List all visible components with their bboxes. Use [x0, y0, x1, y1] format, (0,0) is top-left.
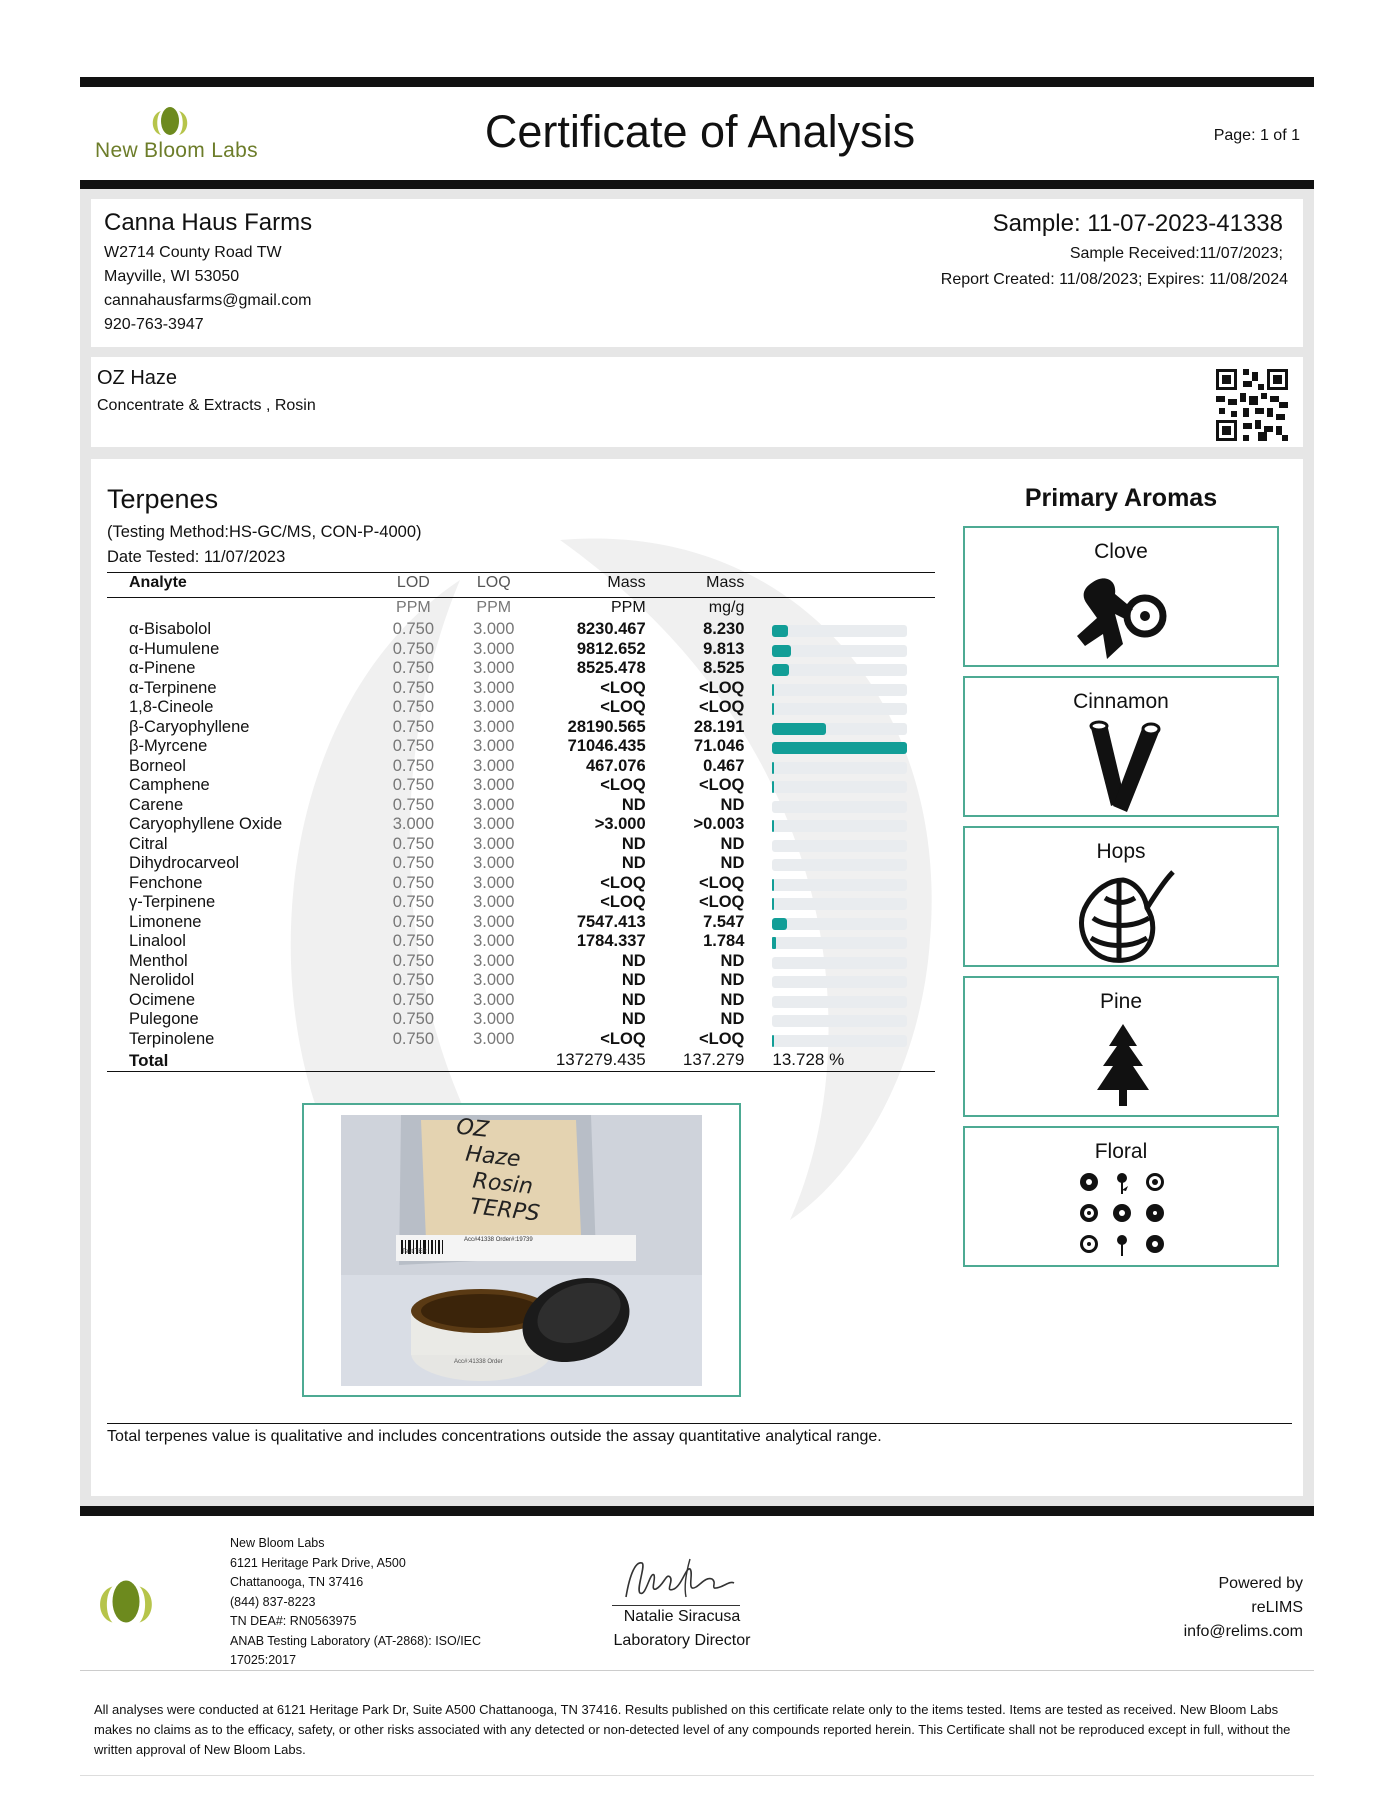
qr-code-icon — [1216, 369, 1288, 441]
photo-jar-text: Acc#:41338 Order — [454, 1359, 503, 1365]
product-card — [91, 357, 1303, 447]
table-row — [107, 776, 935, 796]
total-ppm: 137279.435 — [555, 1050, 646, 1069]
lod-value: 0.750 — [392, 639, 435, 658]
bar-cell — [744, 893, 935, 913]
table-row — [107, 952, 935, 972]
note-rule — [107, 1423, 1292, 1424]
lod-value: 0.750 — [392, 893, 435, 911]
mass-mg-value: 9.813 — [703, 639, 745, 658]
signer-name: Natalie Siracusa — [623, 1608, 741, 1625]
mass-ppm-value: <LOQ — [600, 678, 646, 697]
concentration-bar-track — [772, 937, 907, 949]
col-header-mass-ppm: Mass — [607, 574, 646, 592]
mass-ppm-value: <LOQ — [600, 698, 646, 716]
concentration-bar — [772, 898, 774, 910]
table-row — [107, 1030, 935, 1050]
concentration-bar — [772, 762, 774, 774]
bar-cell — [744, 1030, 935, 1050]
footer-lab-line: ANAB Testing Laboratory (AT-2868): ISO/IEC — [230, 1633, 482, 1648]
concentration-bar — [772, 645, 791, 657]
mass-ppm-value: 8230.467 — [576, 620, 646, 638]
unit-lod: PPM — [396, 599, 431, 617]
bar-cell — [744, 796, 935, 816]
testing-method: (Testing Method:HS-GC/MS, CON-P-4000) — [107, 523, 422, 541]
mass-ppm-value: 28190.565 — [567, 717, 646, 736]
concentration-bar-track — [772, 762, 907, 774]
mass-ppm-value: <LOQ — [600, 893, 646, 911]
client-card — [91, 199, 1303, 347]
pine-icon — [1093, 1022, 1153, 1112]
loq-value: 3.000 — [473, 932, 515, 950]
table-row — [107, 835, 935, 855]
mass-mg-value: 0.467 — [703, 756, 745, 775]
top-rule — [80, 77, 1314, 87]
loq-value: 3.000 — [473, 912, 515, 931]
photo-sticker-test: Test:TER — [402, 1249, 427, 1255]
analyte-name: Ocimene — [129, 990, 196, 1009]
photo-handwritten-label — [447, 1114, 549, 1227]
total-rule-row — [107, 1071, 935, 1074]
total-percent: 13.728 % — [772, 1050, 845, 1069]
mass-mg-value: <LOQ — [698, 776, 745, 794]
concentration-bar-track — [772, 840, 907, 852]
disclaimer-rule — [80, 1670, 1314, 1671]
unit-mass-ppm: PPM — [610, 599, 646, 617]
footer-lab-line: New Bloom Labs — [230, 1536, 325, 1550]
client-address-line: W2714 County Road TW — [104, 244, 282, 261]
bar-cell — [744, 698, 935, 718]
client-phone: 920-763-3947 — [104, 316, 204, 333]
concentration-bar-track — [772, 703, 907, 715]
concentration-bar — [772, 879, 774, 891]
bar-cell — [744, 991, 935, 1011]
bottom-rule — [80, 1775, 1314, 1776]
terpenes-table — [107, 570, 935, 1074]
lab-logo-icon — [148, 106, 192, 138]
concentration-bar — [772, 703, 774, 715]
table-row — [107, 659, 935, 679]
aroma-cinnamon — [963, 676, 1279, 817]
signature-image — [620, 1553, 740, 1605]
mass-mg-value: <LOQ — [698, 1029, 745, 1048]
lod-value: 0.750 — [392, 854, 435, 872]
concentration-bar-track — [772, 1035, 907, 1047]
table-row — [107, 679, 935, 699]
lod-value: 0.750 — [392, 756, 435, 775]
mass-mg-value: <LOQ — [698, 873, 745, 892]
photo-label-line: TERPS — [468, 1194, 541, 1227]
mass-mg-value: 71.046 — [693, 737, 745, 755]
aroma-pine — [963, 976, 1279, 1117]
mass-ppm-value: 9812.652 — [576, 639, 646, 658]
mass-mg-value: <LOQ — [698, 678, 745, 697]
footer-lab-line: TN DEA#: RN0563975 — [230, 1614, 357, 1628]
concentration-bar — [772, 781, 774, 793]
concentration-bar-track — [772, 918, 907, 930]
table-row — [107, 1010, 935, 1030]
powered-by-line: Powered by — [1218, 1575, 1303, 1592]
bar-cell — [744, 854, 935, 874]
analyte-name: α-Bisabolol — [129, 620, 211, 638]
mass-mg-value: ND — [720, 1010, 745, 1028]
bar-cell — [744, 757, 935, 777]
product-name: OZ Haze — [97, 367, 178, 389]
mass-mg-value: ND — [720, 971, 745, 989]
mass-ppm-value: >3.000 — [594, 815, 646, 833]
mass-ppm-value: ND — [621, 795, 646, 814]
loq-value: 3.000 — [473, 971, 515, 989]
bar-cell — [744, 815, 935, 835]
footer-lab-line: Chattanooga, TN 37416 — [230, 1575, 364, 1589]
photo-sticker-text: Acc#41338 Order#:19739 — [464, 1237, 533, 1243]
loq-value: 3.000 — [473, 795, 515, 814]
analyte-name: Limonene — [129, 912, 202, 931]
lod-value: 0.750 — [392, 620, 435, 638]
header-rule — [80, 180, 1314, 189]
loq-value: 3.000 — [473, 951, 515, 970]
concentration-bar — [772, 937, 775, 949]
col-header-lod: LOD — [396, 574, 430, 592]
lod-value: 0.750 — [392, 1029, 435, 1048]
table-header-row — [107, 570, 935, 596]
concentration-bar-track — [772, 976, 907, 988]
photo-label-line: Haze — [464, 1141, 522, 1173]
concentration-bar-track — [772, 1015, 907, 1027]
bar-cell — [744, 874, 935, 894]
units-bar — [744, 596, 935, 620]
analyte-name: Linalool — [129, 932, 186, 950]
loq-value: 3.000 — [473, 815, 515, 833]
page-title: Certificate of Analysis — [484, 106, 916, 157]
floral-icon — [1077, 1170, 1169, 1260]
analyte-name: Borneol — [129, 756, 186, 775]
bar-cell — [744, 718, 935, 738]
table-row — [107, 854, 935, 874]
bar-cell — [744, 913, 935, 933]
loq-value: 3.000 — [473, 873, 515, 892]
mass-mg-value: ND — [720, 854, 745, 872]
bar-cell — [744, 640, 935, 660]
footer-lab-line: (844) 837-8223 — [230, 1594, 316, 1609]
terpenes-title: Terpenes — [107, 484, 219, 514]
total-lod — [378, 1049, 448, 1071]
analyte-name: Menthol — [129, 951, 188, 970]
mass-mg-value: ND — [720, 951, 745, 970]
aroma-label: Floral — [1094, 1140, 1148, 1163]
loq-value: 3.000 — [473, 756, 515, 775]
date-tested: Date Tested: 11/07/2023 — [107, 548, 286, 566]
concentration-bar-track — [772, 859, 907, 871]
bar-cell — [744, 776, 935, 796]
loq-value: 3.000 — [473, 1029, 515, 1048]
analyte-name: β-Caryophyllene — [129, 717, 250, 736]
table-row — [107, 815, 935, 835]
product-category: Concentrate & Extracts , Rosin — [97, 397, 316, 414]
concentration-bar-track — [772, 723, 907, 735]
footer-rule — [80, 1506, 1314, 1516]
analyte-name: Caryophyllene Oxide — [129, 815, 283, 833]
loq-value: 3.000 — [473, 620, 515, 638]
mass-mg-value: 8.230 — [703, 620, 745, 638]
sample-id: Sample: 11-07-2023-41338 — [992, 210, 1283, 237]
analyte-name: 1,8-Cineole — [129, 698, 214, 716]
client-name: Canna Haus Farms — [104, 209, 313, 236]
total-label: Total — [129, 1051, 169, 1070]
mass-ppm-value: <LOQ — [600, 776, 646, 794]
table-row — [107, 698, 935, 718]
aroma-clove — [963, 526, 1279, 667]
page-number: Page: 1 of 1 — [1213, 127, 1300, 144]
mass-ppm-value: <LOQ — [600, 873, 646, 892]
lod-value: 0.750 — [392, 678, 435, 697]
loq-value: 3.000 — [473, 678, 515, 697]
photo-label-line: Rosin — [471, 1168, 535, 1200]
lod-value: 0.750 — [392, 873, 435, 892]
concentration-bar-track — [772, 742, 907, 754]
loq-value: 3.000 — [473, 990, 515, 1009]
mass-ppm-value: 71046.435 — [567, 737, 646, 755]
loq-value: 3.000 — [473, 854, 515, 872]
total-mg: 137.279 — [682, 1050, 745, 1069]
mass-mg-value: 1.784 — [703, 932, 745, 950]
aroma-hops — [963, 826, 1279, 967]
mass-ppm-value: ND — [621, 1010, 646, 1028]
lod-value: 0.750 — [392, 698, 435, 716]
lod-value: 0.750 — [392, 951, 435, 970]
powered-by — [1184, 1572, 1303, 1644]
lod-value: 0.750 — [392, 932, 435, 950]
loq-value: 3.000 — [473, 893, 515, 911]
mass-ppm-value: 8525.478 — [576, 659, 646, 677]
mass-mg-value: ND — [720, 990, 745, 1009]
concentration-bar-track — [772, 664, 907, 676]
table-units-row — [107, 596, 935, 620]
units-analyte — [107, 596, 378, 620]
powered-by-line: reLIMS — [1251, 1599, 1303, 1616]
lod-value: 0.750 — [392, 1010, 435, 1028]
table-row — [107, 893, 935, 913]
concentration-bar — [772, 723, 826, 735]
mass-mg-value: <LOQ — [698, 893, 745, 911]
client-email: cannahausfarms@gmail.com — [104, 292, 312, 309]
terpenes-table-body — [107, 620, 935, 1074]
analyte-name: Nerolidol — [129, 971, 195, 989]
lod-value: 0.750 — [392, 717, 435, 736]
loq-value: 3.000 — [473, 639, 515, 658]
mass-mg-value: ND — [720, 795, 745, 814]
table-row — [107, 640, 935, 660]
aroma-label: Cinnamon — [1073, 690, 1169, 713]
concentration-bar — [772, 820, 774, 832]
analyte-name: β-Myrcene — [129, 737, 208, 755]
lod-value: 0.750 — [392, 795, 435, 814]
mass-ppm-value: ND — [621, 834, 646, 853]
footer-lab-line: 17025:2017 — [230, 1653, 297, 1667]
concentration-bar — [772, 684, 774, 696]
powered-by-line: info@relims.com — [1183, 1623, 1303, 1640]
loq-value: 3.000 — [473, 659, 515, 677]
bar-cell — [744, 952, 935, 972]
concentration-bar — [772, 742, 907, 754]
lod-value: 3.000 — [392, 815, 435, 833]
bar-cell — [744, 737, 935, 757]
bar-cell — [744, 679, 935, 699]
table-row — [107, 991, 935, 1011]
concentration-bar-track — [772, 801, 907, 813]
lod-value: 0.750 — [392, 737, 435, 755]
analyte-name: Camphene — [129, 776, 210, 794]
lod-value: 0.750 — [392, 912, 435, 931]
concentration-bar-track — [772, 996, 907, 1008]
terpenes-note: Total terpenes value is qualitative and includes concentrations outside the assay quantitative analytical range. — [107, 1428, 882, 1445]
mass-ppm-value: 1784.337 — [576, 932, 646, 950]
analyte-name: Fenchone — [129, 873, 203, 892]
bar-cell — [744, 620, 935, 640]
table-row — [107, 757, 935, 777]
footer-lab-info — [230, 1534, 481, 1671]
concentration-bar-track — [772, 684, 907, 696]
lod-value: 0.750 — [392, 776, 435, 794]
concentration-bar — [772, 1035, 774, 1047]
signer-title: Laboratory Director — [613, 1632, 751, 1649]
table-row — [107, 913, 935, 933]
concentration-bar — [772, 664, 788, 676]
col-header-loq: LOQ — [476, 574, 511, 592]
concentration-bar-track — [772, 820, 907, 832]
table-row — [107, 737, 935, 757]
mass-mg-value: 7.547 — [703, 912, 745, 931]
table-row — [107, 932, 935, 952]
concentration-bar-track — [772, 879, 907, 891]
mass-ppm-value: <LOQ — [600, 1029, 646, 1048]
loq-value: 3.000 — [473, 737, 515, 755]
lab-name: New Bloom Labs — [95, 139, 258, 162]
table-row — [107, 620, 935, 640]
mass-ppm-value: ND — [621, 854, 646, 872]
loq-value: 3.000 — [473, 776, 515, 794]
loq-value: 3.000 — [473, 1010, 515, 1028]
bar-cell — [744, 971, 935, 991]
bar-cell — [744, 932, 935, 952]
mass-mg-value: 28.191 — [693, 717, 745, 736]
concentration-bar-track — [772, 957, 907, 969]
analyte-name: Terpinolene — [129, 1029, 215, 1048]
mass-mg-value: ND — [720, 834, 745, 853]
analyte-name: α-Humulene — [129, 639, 220, 658]
analyte-name: γ-Terpinene — [129, 893, 216, 911]
footer-lab-line: 6121 Heritage Park Drive, A500 — [230, 1555, 406, 1570]
mass-ppm-value: ND — [621, 971, 646, 989]
concentration-bar-track — [772, 781, 907, 793]
aroma-floral — [963, 1126, 1279, 1267]
table-row — [107, 796, 935, 816]
mass-mg-value: <LOQ — [698, 698, 745, 716]
table-row — [107, 971, 935, 991]
lod-value: 0.750 — [392, 990, 435, 1009]
client-address — [104, 241, 311, 337]
mass-mg-value: >0.003 — [693, 815, 745, 833]
hops-icon — [1075, 868, 1175, 966]
concentration-bar-track — [772, 625, 907, 637]
concentration-bar-track — [772, 898, 907, 910]
analyte-name: Carene — [129, 795, 184, 814]
mass-ppm-value: 467.076 — [586, 756, 646, 775]
concentration-bar — [772, 625, 788, 637]
bar-cell — [744, 835, 935, 855]
aroma-label: Clove — [1094, 540, 1148, 563]
bar-cell — [744, 1010, 935, 1030]
col-header-bar — [744, 570, 935, 596]
bar-cell — [744, 659, 935, 679]
unit-mass-mg: mg/g — [708, 599, 745, 617]
clove-icon — [1075, 574, 1175, 664]
loq-value: 3.000 — [473, 834, 515, 853]
total-row — [107, 1049, 935, 1071]
analyte-name: Pulegone — [129, 1010, 199, 1028]
cinnamon-icon — [1085, 720, 1165, 816]
aromas-title: Primary Aromas — [1024, 484, 1218, 512]
lod-value: 0.750 — [392, 971, 435, 989]
report-dates: Report Created: 11/08/2023; Expires: 11/08/2024 — [940, 271, 1288, 288]
concentration-bar-track — [772, 645, 907, 657]
mass-mg-value: 8.525 — [703, 659, 745, 677]
table-row — [107, 874, 935, 894]
loq-value: 3.000 — [473, 717, 515, 736]
lod-value: 0.750 — [392, 659, 435, 677]
sample-received: Sample Received:11/07/2023; — [1069, 245, 1283, 262]
sample-photo-frame — [302, 1103, 741, 1397]
analyte-name: Dihydrocarveol — [129, 854, 240, 872]
footer-lab-logo-icon — [93, 1579, 159, 1627]
total-loq — [449, 1049, 539, 1071]
table-row — [107, 718, 935, 738]
lod-value: 0.750 — [392, 834, 435, 853]
col-header-mass-mg: Mass — [706, 574, 745, 592]
mass-ppm-value: ND — [621, 951, 646, 970]
analyte-name: α-Terpinene — [129, 678, 217, 697]
loq-value: 3.000 — [473, 698, 515, 716]
analyte-name: Citral — [129, 834, 168, 853]
col-header-analyte: Analyte — [129, 574, 187, 592]
concentration-bar — [772, 918, 786, 930]
mass-ppm-value: 7547.413 — [576, 912, 646, 931]
analyte-name: α-Pinene — [129, 659, 196, 677]
disclaimer-text: All analyses were conducted at 6121 Heritage Park Dr, Suite A500 Chattanooga, TN 37416. Results published on this certificate relate only to the items tested. Items are tested as received. New Bloom Labs makes no claims as to the efficacy, safety, or other risks associated with any detected or non-detected level of any compounds reported herein. This Certificate shall not be reproduced except in full, without the written approval of New Bloom Labs. — [94, 1702, 1291, 1757]
unit-loq: PPM — [476, 599, 512, 617]
mass-ppm-value: ND — [621, 990, 646, 1009]
photo-label-line: OZ — [455, 1114, 490, 1143]
client-address-line: Mayville, WI 53050 — [104, 268, 240, 285]
signature-line — [612, 1605, 740, 1606]
aroma-label: Pine — [1099, 990, 1143, 1013]
aroma-label: Hops — [1096, 840, 1146, 863]
table-bottom-rule — [107, 1071, 935, 1074]
